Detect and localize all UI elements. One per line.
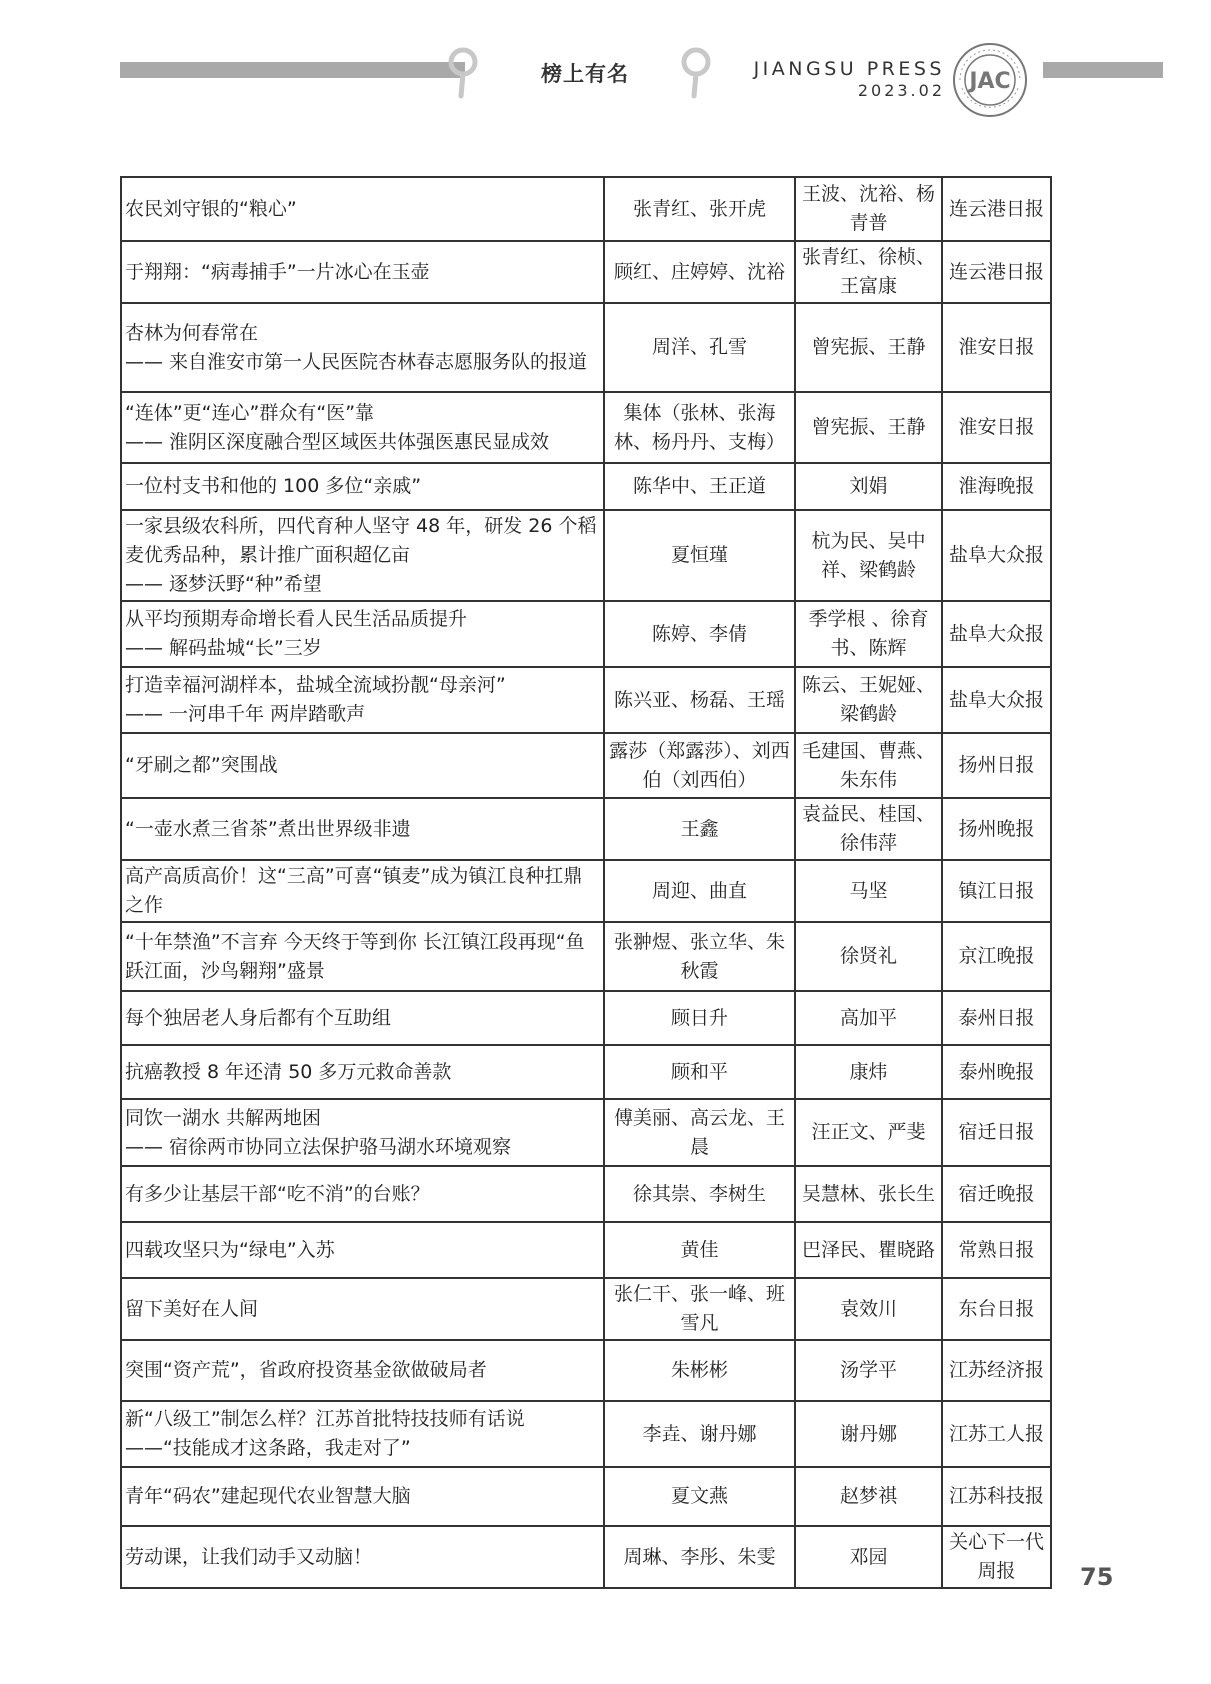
table-row (121, 1099, 1051, 1166)
issue-number: 2023.02 (857, 81, 945, 100)
authors-cell: 集体（张林、张海林、杨丹丹、支梅） (604, 392, 795, 463)
newspaper-cell: 东台日报 (942, 1278, 1051, 1340)
title-cell (121, 303, 604, 392)
authors-cell: 顾日升 (604, 991, 795, 1045)
title-cell (121, 922, 604, 991)
article-title: 高产高质高价！这“三高”可喜“镇麦”成为镇江良种扛鼎之作 (125, 865, 583, 916)
title-cell (121, 241, 604, 303)
authors-cell: 王鑫 (604, 798, 795, 860)
newspaper-cell: 淮安日报 (942, 392, 1051, 463)
article-subtitle: —— 来自淮安市第一人民医院杏林春志愿服务队的报道 (125, 350, 588, 373)
editors-cell: 邓园 (795, 1526, 942, 1588)
newspaper-cell: 泰州晚报 (942, 1045, 1051, 1099)
article-subtitle: —— 宿徐两市协同立法保护骆马湖水环境观察 (125, 1135, 512, 1158)
header-bar-right (1043, 62, 1163, 78)
publication-name: JIANGSU PRESS (753, 58, 945, 80)
award-list-table (120, 176, 1052, 1589)
authors-cell: 朱彬彬 (604, 1340, 795, 1401)
authors-cell: 周琳、李彤、朱雯 (604, 1526, 795, 1588)
editors-cell: 曾宪振、王静 (795, 392, 942, 463)
newspaper-cell: 扬州晚报 (942, 798, 1051, 860)
table-row (121, 1340, 1051, 1401)
editors-cell: 马坚 (795, 860, 942, 922)
newspaper-cell: 连云港日报 (942, 241, 1051, 303)
article-title: 从平均预期寿命增长看人民生活品质提升 (125, 608, 468, 630)
editors-cell: 曾宪振、王静 (795, 303, 942, 392)
authors-cell: 李垚、谢丹娜 (604, 1401, 795, 1467)
article-title: 农民刘守银的“粮心” (125, 197, 297, 220)
title-cell (121, 1340, 604, 1401)
editors-cell: 季学根 、徐育书、陈辉 (795, 601, 942, 667)
authors-cell: 张翀煜、张立华、朱秋霞 (604, 922, 795, 991)
editors-cell: 刘娟 (795, 463, 942, 510)
article-title: 青年“码农”建起现代农业智慧大脑 (125, 1485, 411, 1507)
title-cell (121, 1045, 604, 1099)
newspaper-cell: 宿迁晚报 (942, 1166, 1051, 1222)
title-cell (121, 1166, 604, 1222)
table-row (121, 991, 1051, 1045)
editors-cell: 徐贤礼 (795, 922, 942, 991)
title-cell (121, 798, 604, 860)
newspaper-cell: 江苏经济报 (942, 1340, 1051, 1401)
editors-cell: 王波、沈裕、杨青普 (795, 177, 942, 241)
editors-cell: 巴泽民、瞿晓路 (795, 1222, 942, 1278)
editors-cell: 康炜 (795, 1045, 942, 1099)
table-row (121, 601, 1051, 667)
authors-cell: 露莎（郑露莎）、刘西伯（刘西伯） (604, 733, 795, 798)
article-title: 新“八级工”制怎么样？江苏首批特技技师有话说 (125, 1408, 525, 1430)
editors-cell: 张青红、徐桢、王富康 (795, 241, 942, 303)
article-title: 留下美好在人间 (125, 1297, 259, 1320)
article-title: “牙刷之都”突围战 (125, 754, 278, 776)
table-row (121, 1401, 1051, 1467)
editors-cell: 汪正文、严斐 (795, 1099, 942, 1166)
table-row (121, 392, 1051, 463)
title-cell (121, 1099, 604, 1166)
article-title: 劳动课，让我们动手又动脑！ (125, 1545, 373, 1568)
svg-text:JAC: JAC (969, 69, 1011, 94)
newspaper-cell: 京江晚报 (942, 922, 1051, 991)
authors-cell: 徐其崇、李树生 (604, 1166, 795, 1222)
article-title: “连体”更“连心”群众有“医”靠 (125, 401, 375, 424)
article-subtitle: —— 淮阴区深度融合型区域医共体强医惠民显成效 (125, 430, 550, 453)
section-title: 榜上有名 (541, 62, 629, 86)
editors-cell: 高加平 (795, 991, 942, 1045)
table-row (121, 177, 1051, 241)
table-row (121, 1278, 1051, 1340)
authors-cell: 陈兴亚、杨磊、王瑶 (604, 667, 795, 733)
newspaper-cell: 镇江日报 (942, 860, 1051, 922)
newspaper-cell: 江苏工人报 (942, 1401, 1051, 1467)
editors-cell: 谢丹娜 (795, 1401, 942, 1467)
table-row (121, 1166, 1051, 1222)
table-row (121, 1222, 1051, 1278)
title-cell (121, 1278, 604, 1340)
authors-cell: 夏恒瑾 (604, 510, 795, 601)
title-cell (121, 510, 604, 601)
newspaper-cell: 关心下一代周报 (942, 1526, 1051, 1588)
title-cell (121, 1467, 604, 1526)
article-title: 一家县级农科所，四代育种人坚守 48 年，研发 26 个稻麦优秀品种，累计推广面积超亿亩 (125, 515, 597, 566)
newspaper-cell: 常熟日报 (942, 1222, 1051, 1278)
article-title: 同饮一湖水 共解两地困 (125, 1106, 322, 1129)
newspaper-cell: 连云港日报 (942, 177, 1051, 241)
page-number: 75 (1080, 1563, 1114, 1591)
authors-cell: 周迎、曲直 (604, 860, 795, 922)
authors-cell: 顾红、庄婷婷、沈裕 (604, 241, 795, 303)
article-title: 于翔翔：“病毒捕手”一片冰心在玉壶 (125, 260, 430, 283)
title-cell (121, 1526, 604, 1588)
article-title: 一位村支书和他的 100 多位“亲戚” (125, 475, 422, 497)
article-title: 杏林为何春常在 (125, 321, 259, 344)
table-row (121, 798, 1051, 860)
article-subtitle: —— 逐梦沃野“种”希望 (125, 573, 322, 595)
page-header (0, 0, 1211, 130)
newspaper-cell: 淮安日报 (942, 303, 1051, 392)
editors-cell: 袁益民、桂国、徐伟萍 (795, 798, 942, 860)
table-row (121, 1467, 1051, 1526)
newspaper-cell: 盐阜大众报 (942, 601, 1051, 667)
title-cell (121, 601, 604, 667)
title-cell (121, 733, 604, 798)
article-title: 四载攻坚只为“绿电”入苏 (125, 1238, 335, 1261)
editors-cell: 吴慧林、张长生 (795, 1166, 942, 1222)
editors-cell: 杭为民、吴中祥、梁鹤龄 (795, 510, 942, 601)
authors-cell: 张青红、张开虎 (604, 177, 795, 241)
editors-cell: 汤学平 (795, 1340, 942, 1401)
table-row (121, 860, 1051, 922)
newspaper-cell: 盐阜大众报 (942, 510, 1051, 601)
title-cell (121, 392, 604, 463)
header-bar-left (120, 62, 465, 78)
editors-cell: 赵梦祺 (795, 1467, 942, 1526)
article-title: “十年禁渔”不言弃 今天终于等到你 长江镇江段再现“鱼跃江面，沙鸟翱翔”盛景 (125, 930, 585, 982)
newspaper-cell: 泰州日报 (942, 991, 1051, 1045)
authors-cell: 周洋、孔雪 (604, 303, 795, 392)
article-subtitle: —— 一河串千年 两岸踏歌声 (125, 703, 366, 725)
table-row (121, 1045, 1051, 1099)
authors-cell: 陈婷、李倩 (604, 601, 795, 667)
publication-masthead (740, 58, 945, 102)
newspaper-cell: 淮海晚报 (942, 463, 1051, 510)
article-title: 打造幸福河湖样本，盐城全流域扮靓“母亲河” (125, 674, 506, 696)
authors-cell: 傅美丽、高云龙、王晨 (604, 1099, 795, 1166)
title-cell (121, 1401, 604, 1467)
title-cell (121, 667, 604, 733)
award-list-body (121, 177, 1051, 1588)
table-row (121, 1526, 1051, 1588)
editors-cell: 袁效川 (795, 1278, 942, 1340)
newspaper-cell: 宿迁日报 (942, 1099, 1051, 1166)
title-cell (121, 991, 604, 1045)
pin-icon (445, 46, 481, 100)
table-row (121, 241, 1051, 303)
article-title: “一壶水煮三省茶”煮出世界级非遗 (125, 817, 411, 840)
table-row (121, 733, 1051, 798)
association-seal-logo (950, 40, 1030, 120)
editors-cell: 陈云、王妮娅、梁鹤龄 (795, 667, 942, 733)
authors-cell: 夏文燕 (604, 1467, 795, 1526)
authors-cell: 黄佳 (604, 1222, 795, 1278)
authors-cell: 张仁干、张一峰、班雪凡 (604, 1278, 795, 1340)
title-cell (121, 860, 604, 922)
article-title: 有多少让基层干部“吃不消”的台账？ (125, 1182, 430, 1205)
article-subtitle: —— 解码盐城“长”三岁 (125, 637, 322, 659)
article-subtitle: ——“技能成才这条路，我走对了” (125, 1437, 411, 1459)
article-title: 突围“资产荒”，省政府投资基金欲做破局者 (125, 1359, 487, 1381)
table-row (121, 922, 1051, 991)
authors-cell: 陈华中、王正道 (604, 463, 795, 510)
table-row (121, 667, 1051, 733)
newspaper-cell: 江苏科技报 (942, 1467, 1051, 1526)
table-row (121, 510, 1051, 601)
article-title: 每个独居老人身后都有个互助组 (125, 1006, 392, 1029)
pin-icon (678, 46, 714, 100)
title-cell (121, 463, 604, 510)
authors-cell: 顾和平 (604, 1045, 795, 1099)
table-row (121, 303, 1051, 392)
title-cell (121, 1222, 604, 1278)
editors-cell: 毛建国、曹燕、朱东伟 (795, 733, 942, 798)
newspaper-cell: 扬州日报 (942, 733, 1051, 798)
table-row (121, 463, 1051, 510)
title-cell (121, 177, 604, 241)
article-title: 抗癌教授 8 年还清 50 多万元救命善款 (125, 1060, 452, 1083)
newspaper-cell: 盐阜大众报 (942, 667, 1051, 733)
